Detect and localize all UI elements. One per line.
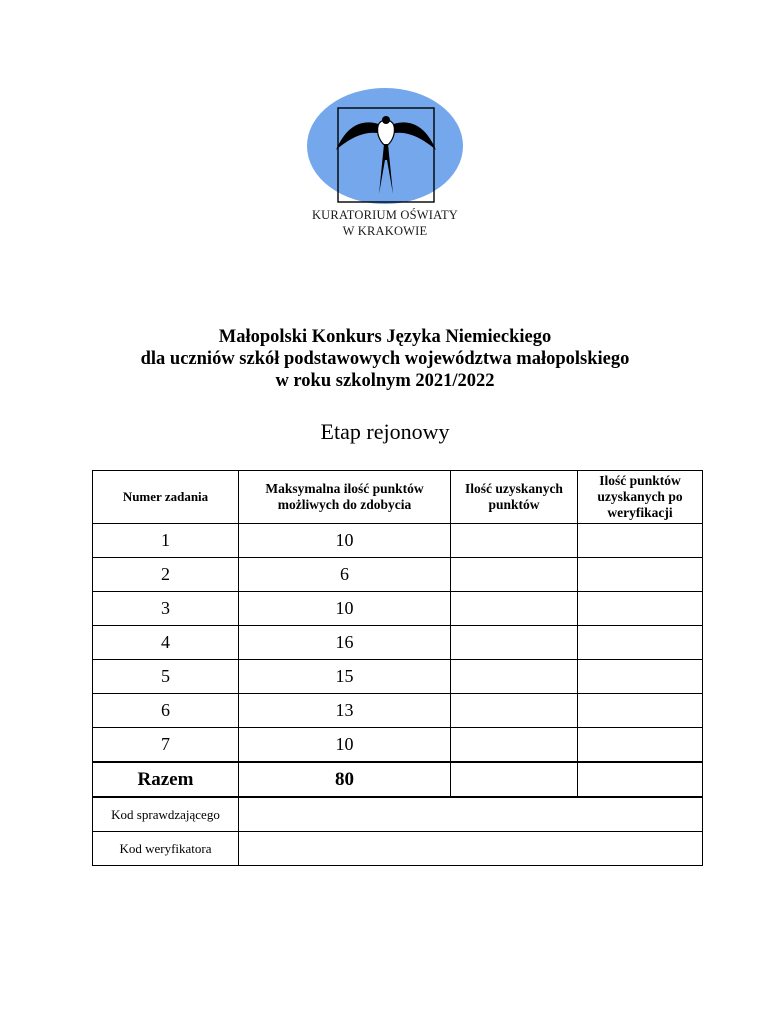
page-title	[0, 326, 770, 392]
task-number: 7	[93, 728, 239, 763]
header-task-number: Numer zadania	[93, 471, 239, 524]
max-points: 6	[239, 558, 451, 592]
obtained-points-cell[interactable]	[451, 728, 578, 763]
obtained-points-cell[interactable]	[451, 592, 578, 626]
logo-title: KURATORIUM OŚWIATY	[311, 208, 459, 222]
checker-code-label: Kod sprawdzającego	[93, 797, 239, 832]
verified-points-cell[interactable]	[578, 592, 703, 626]
header-obtained-points: Ilość uzyskanych punktów	[451, 471, 578, 524]
table-row	[93, 660, 703, 694]
obtained-points-cell[interactable]	[451, 694, 578, 728]
score-table	[92, 470, 703, 866]
table-row	[93, 524, 703, 558]
total-verified-cell[interactable]	[578, 762, 703, 797]
verified-points-cell[interactable]	[578, 524, 703, 558]
verifier-code-label: Kod weryfikatora	[93, 832, 239, 866]
total-max-points: 80	[239, 762, 451, 797]
title-line-2: dla uczniów szkół podstawowych województwa małopolskiego	[140, 349, 630, 369]
checker-code-row	[93, 797, 703, 832]
task-number: 1	[93, 524, 239, 558]
verified-points-cell[interactable]	[578, 626, 703, 660]
header-max-points: Maksymalna ilość punktów możliwych do zdobycia	[239, 471, 451, 524]
max-points: 10	[239, 592, 451, 626]
obtained-points-cell[interactable]	[451, 524, 578, 558]
task-number: 2	[93, 558, 239, 592]
header-verified-points: Ilość punktów uzyskanych po weryfikacji	[578, 471, 703, 524]
swallow-logo-icon	[300, 86, 470, 206]
verified-points-cell[interactable]	[578, 694, 703, 728]
max-points: 10	[239, 728, 451, 763]
table-row	[93, 558, 703, 592]
obtained-points-cell[interactable]	[451, 626, 578, 660]
verifier-code-field[interactable]	[239, 832, 703, 866]
task-number: 5	[93, 660, 239, 694]
table-row	[93, 626, 703, 660]
verifier-code-row	[93, 832, 703, 866]
max-points: 15	[239, 660, 451, 694]
checker-code-field[interactable]	[239, 797, 703, 832]
task-number: 6	[93, 694, 239, 728]
verified-points-cell[interactable]	[578, 558, 703, 592]
table-header-row	[93, 471, 703, 524]
task-number: 4	[93, 626, 239, 660]
total-label: Razem	[93, 762, 239, 797]
obtained-points-cell[interactable]	[451, 660, 578, 694]
stage-label: Etap rejonowy	[320, 419, 450, 444]
total-obtained-cell[interactable]	[451, 762, 578, 797]
obtained-points-cell[interactable]	[451, 558, 578, 592]
title-line-3: w roku szkolnym 2021/2022	[275, 371, 495, 391]
max-points: 16	[239, 626, 451, 660]
table-row	[93, 592, 703, 626]
kuratorium-logo	[300, 86, 470, 246]
max-points: 10	[239, 524, 451, 558]
logo-city: W KRAKOWIE	[342, 224, 428, 238]
verified-points-cell[interactable]	[578, 728, 703, 763]
table-row	[93, 728, 703, 763]
verified-points-cell[interactable]	[578, 660, 703, 694]
table-row	[93, 694, 703, 728]
max-points: 13	[239, 694, 451, 728]
task-number: 3	[93, 592, 239, 626]
title-line-1: Małopolski Konkurs Języka Niemieckiego	[218, 327, 552, 347]
total-row	[93, 762, 703, 797]
